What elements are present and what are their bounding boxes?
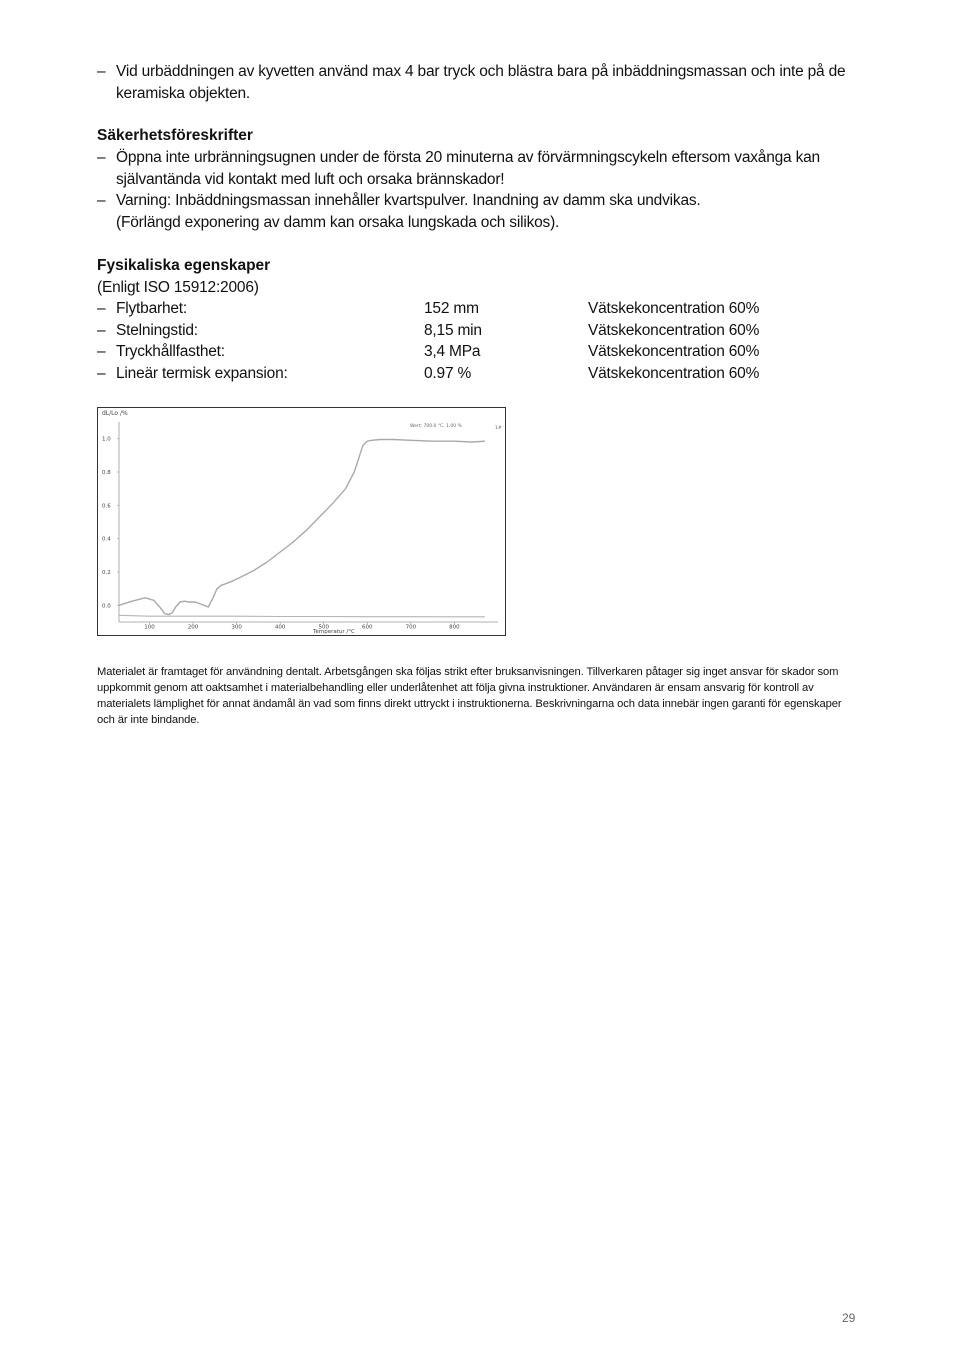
property-value: 0.97 % <box>424 365 472 382</box>
intro-list-item <box>97 61 877 104</box>
x-tick-label: 500 <box>318 624 329 631</box>
y-tick-label: 0.0 <box>102 603 111 610</box>
x-tick-label: 100 <box>144 624 155 631</box>
physical-standard: (Enligt ISO 15912:2006) <box>97 279 259 296</box>
property-condition: Vätskekoncentration 60% <box>588 300 760 317</box>
safety-text: Öppna inte urbränningsugnen under de första 20 minuterna av förvärmningscykeln eftersom vaxånga kan självantända vid kontakt med luft och orsaka brännskador! <box>116 149 820 188</box>
intro-text: Vid urbäddningen av kyvetten använd max 4 bar tryck och blästra bara på inbäddningsmassan och inte på de keramiska objekten. <box>116 63 846 102</box>
x-tick-label: 300 <box>231 624 242 631</box>
y-tick-label: 0.4 <box>102 536 111 543</box>
safety-list-item <box>97 147 877 190</box>
property-name: Stelningstid: <box>116 322 198 339</box>
y-tick-label: 0.6 <box>102 503 111 510</box>
physical-heading: Fysikaliska egenskaper <box>97 257 271 274</box>
x-tick-label: 400 <box>274 624 286 631</box>
x-tick-label: 600 <box>362 624 373 631</box>
bullet-dash: – <box>97 300 106 317</box>
bullet-dash: – <box>97 192 106 209</box>
safety-text-continued: (Förlängd exponering av damm kan orsaka lungskada och silikos). <box>116 213 560 231</box>
bullet-dash: – <box>97 365 106 382</box>
property-value: 3,4 MPa <box>424 343 481 360</box>
x-tick-label: 800 <box>449 624 460 631</box>
series-group <box>119 440 485 617</box>
series-corner-label: 1# <box>495 426 502 431</box>
safety-heading: Säkerhetsföreskrifter <box>97 127 253 144</box>
bullet-dash: – <box>97 63 106 80</box>
bullet-dash: – <box>97 343 106 360</box>
property-name: Tryckhållfasthet: <box>116 343 225 360</box>
property-row <box>97 363 797 385</box>
disclaimer-text: Materialet är framtaget för användning dentalt. Arbetsgången ska följas strikt efter bruksanvisningen. Tillverkaren påtager sig inget ansvar för skador som uppkommit genom att oaktsamhet i materialbehandling eller underlåtenhet att följa givna instruktioner. Användaren är ensam ansvarig för kontroll av materialets lämplighet för annat ändamål än vad som finns direkt uttryckt i instruktionerna. Beskrivningarna och data innebär ingen garanti för egenskaper och är inte bindande. <box>97 666 842 726</box>
property-value: 8,15 min <box>424 322 482 339</box>
baseline-series-line <box>119 615 485 617</box>
chart-svg <box>98 408 505 635</box>
property-condition: Vätskekoncentration 60% <box>588 322 760 339</box>
property-row <box>97 298 797 320</box>
x-tick-label: 700 <box>405 624 417 631</box>
safety-text: Varning: Inbäddningsmassan innehåller kvartspulver. Inandning av damm ska undvikas. <box>116 192 701 209</box>
property-name: Lineär termisk expansion: <box>116 365 288 382</box>
x-tick-group <box>144 622 460 631</box>
y-tick-group <box>102 437 119 610</box>
x-axis-label: Temperatur /°C <box>313 629 355 635</box>
bullet-dash: – <box>97 149 106 166</box>
property-value: 152 mm <box>424 300 479 317</box>
chart-annotation: Wert: 700.0 °C, 1.00 % <box>410 424 462 429</box>
thermal-expansion-chart <box>97 407 506 636</box>
bullet-dash: – <box>97 322 106 339</box>
y-axis-label: dL/Lo /% <box>102 410 128 417</box>
y-tick-label: 0.8 <box>102 470 111 476</box>
property-condition: Vätskekoncentration 60% <box>588 365 760 382</box>
property-condition: Vätskekoncentration 60% <box>588 343 760 360</box>
safety-list-item <box>97 190 877 233</box>
y-tick-label: 0.2 <box>102 570 111 576</box>
property-name: Flytbarhet: <box>116 300 188 317</box>
property-row <box>97 320 797 342</box>
page-number: 29 <box>842 1311 856 1325</box>
property-row <box>97 341 797 363</box>
expansion-series-line <box>119 440 485 615</box>
y-tick-label: 1.0 <box>102 436 111 443</box>
x-tick-label: 200 <box>187 624 199 631</box>
